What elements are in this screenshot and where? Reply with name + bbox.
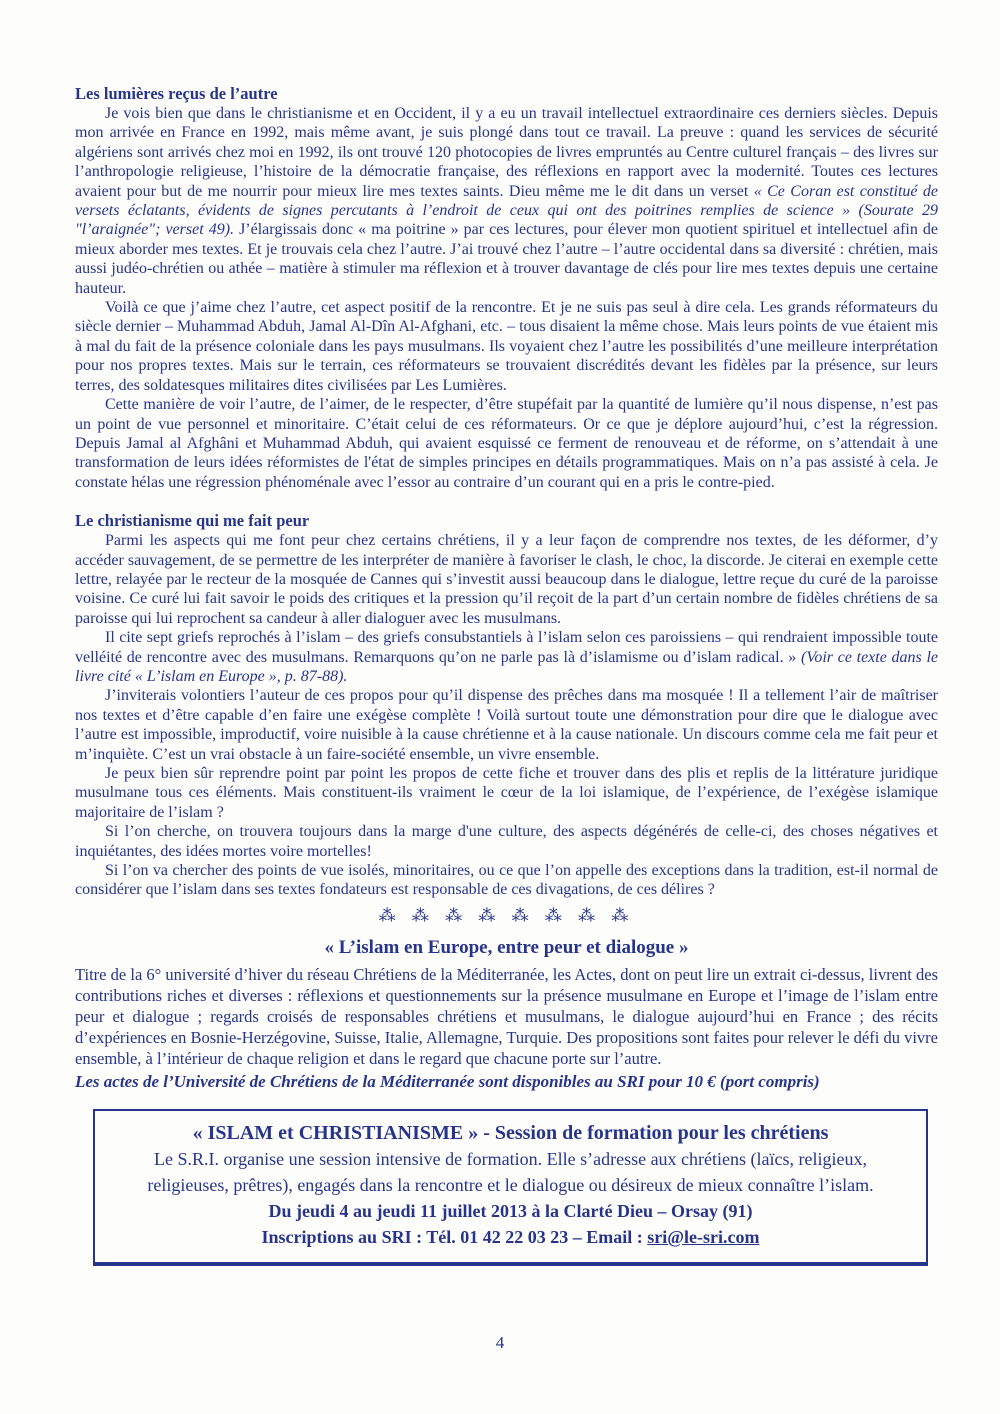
- asterism-separator: ⁂ ⁂ ⁂ ⁂ ⁂ ⁂ ⁂ ⁂: [378, 905, 635, 925]
- section-lumieres-body: [75, 104, 938, 492]
- formation-session-box: [93, 1109, 928, 1266]
- paragraph: [75, 104, 938, 298]
- paragraph: Voilà ce que j’aime chez l’autre, cet aspect positif de la rencontre. Et je ne suis pas seul à dire cela. Les grands réformateurs du siècle dernier – Muhammad Abduh, Jamal Al-Dîn Al-Afghani, etc. – tous disaient la même chose. Mais leurs points de vue étaient mis à mal du fait de la présence coloniale dans les pays musulmans. Ils voyaient chez l’autre les possibilités d’une meilleure interprétation pour nos propres textes. Mais sur le terrain, ces réformateurs se trouvaient discrédités devant les fidèles par la présence, sur leurs terres, des soldatesques militaires dites civilisées par Les Lumières.: [75, 299, 938, 394]
- paragraph: Si l’on va chercher des points de vue isolés, minoritaires, ou ce que l’on appelle des exceptions dans la tradition, est-il normal de considérer que l’islam dans ses textes fondateurs est responsable de ces divagations, de ces délires ?: [75, 862, 938, 899]
- section-heading-christianisme: Le christianisme qui me fait peur: [75, 511, 310, 531]
- section-heading-lumieres: Les lumières reçus de l’autre: [75, 84, 278, 103]
- paragraph: Si l’on cherche, on trouvera toujours dans la marge d'une culture, des aspects dégénérés de celle-ci, des choses négatives et inquiétantes, des idées mortes voire mortelles!: [75, 823, 938, 860]
- paragraph-text: Il cite sept griefs reprochés à l’islam – des griefs consubstantiels à l’islam selon ces paroissiens – qui rendraient impossible toute velléité de rencontre avec des musulmans. Remarquons qu’on ne parle pas là d’islamisme ou d’islam radical. »: [75, 629, 938, 666]
- page-number: 4: [495, 1333, 505, 1352]
- paragraph: [75, 628, 938, 686]
- actes-availability-note: Les actes de l’Université de Chrétiens de la Méditerranée sont disponibles au SRI pour 10 € (port compris): [75, 1071, 820, 1091]
- page-content: [75, 84, 938, 1266]
- paragraph-text: J’élargissais donc « ma poitrine » par ces lectures, pour élever mon quotient spirituel et intellectuel afin de mieux aborder mes textes. Et je trouvais cela chez l’autre. J’ai trouvé chez l’autre – l’autre occidental dans sa diversité : chrétien, mais aussi judéo-chrétien ou athée – matière à stimuler ma réflexion et à trouver davantage de clés pour lire mes textes depuis une certaine hauteur.: [75, 221, 938, 297]
- book-reference-italic: (Voir ce texte dans le livre cité « L’islam en Europe », p. 87-88).: [75, 648, 939, 685]
- paragraph-text: Je vois bien que dans le christianisme et en Occident, il y a eu un travail intellectuel extraordinaire ces derniers siècles. Depuis mon arrivée en France en 1992, mais même avant, je suis plongé dans tout ce travail. La preuve : quand les services de sécurité algériens sont arrivés chez moi en 1992, ils ont trouvé 120 photocopies de livres empruntés au Centre culturel français – des livres sur l’anthropologie religieuse, l’histoire de la démocratie française, des réflexions en rapport avec la modernité. Toutes ces lectures avaient pour but de me nourrir pour mieux lire mes textes saints. Dieu même me le dit dans un verset: [75, 105, 938, 200]
- email-link[interactable]: sri@le-sri.com: [647, 1226, 760, 1247]
- paragraph: J’inviterais volontiers l’auteur de ces propos pour qu’il dispense des prêches dans ma mosquée ! Il a tellement l’air de maîtriser nos textes et d’être capable d’en faire une exégèse complète ! Voilà surtout toute une démonstration pour dire que le dialogue avec l’autre est impossible, improductif, voire nuisible à la cause chrétienne et à la cause nationale. Un discours comme cela me fait peur et m’inquiète. C’est un vrai obstacle à un faire-société ensemble, un vivre ensemble.: [75, 687, 938, 763]
- formation-session-title: « ISLAM et CHRISTIANISME » - Session de formation pour les chrétiens: [192, 1121, 829, 1144]
- quran-quote-italic: « Ce Coran est constitué de versets éclatants, évidents de signes percutants à l’endroit de ceux qui ont des poitrines remplies de science » (Sourate 29 "l’araignée"; verset 49).: [75, 182, 939, 239]
- paragraph: Je peux bien sûr reprendre point par point les propos de cette fiche et trouver dans des plis et replis de la littérature juridique musulmane tous ces éléments. Mais constituent-ils vraiment le cœur de la loi islamique, de l’expérience, de l’exégèse islamique majoritaire de l’islam ?: [75, 765, 938, 821]
- islam-europe-title: « L’islam en Europe, entre peur et dialogue »: [324, 936, 689, 958]
- formation-session-dates: Du jeudi 4 au jeudi 11 juillet 2013 à la Clarté Dieu – Orsay (91): [268, 1200, 753, 1221]
- formation-session-contact: [113, 1224, 908, 1250]
- paragraph: Parmi les aspects qui me font peur chez certains chrétiens, il y a leur façon de comprendre nos textes, de les déformer, d’y accéder sauvagement, de se permettre de les interpréter de manière à favoriser le clash, le choc, la discorde. Je citerai en exemple cette lettre, relayée par le recteur de la mosquée de Cannes qui s’investit aussi beaucoup dans le dialogue, lettre reçue du curé de la paroisse voisine. Ce curé lui fait savoir le poids des critiques et la pression qu’il reçoit de la part d’un certain nombre de fidèles chrétiens de sa paroisse qui lui reprochent sa candeur à aller dialoguer avec les musulmans.: [75, 532, 938, 627]
- formation-session-description: Le S.R.I. organise une session intensive de formation. Elle s’adresse aux chrétiens (laïcs, religieux, religieuses, prêtres), engagés dans la rencontre et le dialogue ou désireux de mieux connaître l’islam.: [147, 1148, 874, 1195]
- section-christianisme-body: [75, 531, 938, 900]
- islam-europe-paragraph: Titre de la 6° université d’hiver du réseau Chrétiens de la Méditerranée, les Actes, dont on peut lire un extrait ci-dessus, livrent des contributions riches et diverses : réflexions et questionnements sur la présence musulmane en Europe et l’image de l’islam entre peur et dialogue ; regards croisés de responsables chrétiens et musulmans, le dialogue aujourd’hui en France ; des récits d’expériences en Bosnie-Herzégovine, Suisse, Italie, Allemagne, Turquie. Des propositions sont faites pour relever le défi du vivre ensemble, à l’intérieur de chaque religion et dans le regard que chacune porte sur l’autre.: [75, 964, 938, 1068]
- contact-text: Inscriptions au SRI : Tél. 01 42 22 03 23 – Email :: [261, 1226, 648, 1247]
- paragraph: Cette manière de voir l’autre, de l’aimer, de le respecter, d’être stupéfait par la quantité de lumière qu’il nous dispense, n’est pas un point de vue personnel et minoritaire. C’était celui de ces réformateurs. Or ce que je déplore aujourd’hui, c’est la régression. Depuis Jamal al Afghâni et Muhammad Abduh, qui avaient esquissé ce ferment de renouveau et de réforme, on s’attendait à une transformation de leurs idées réformistes de l'état de simples principes en détails programmatiques. Mais on n’a pas assisté à cela. Je constate hélas une régression phénoménale avec l’essor au contraire d’un courant qui en a pris le contre-pied.: [75, 396, 938, 491]
